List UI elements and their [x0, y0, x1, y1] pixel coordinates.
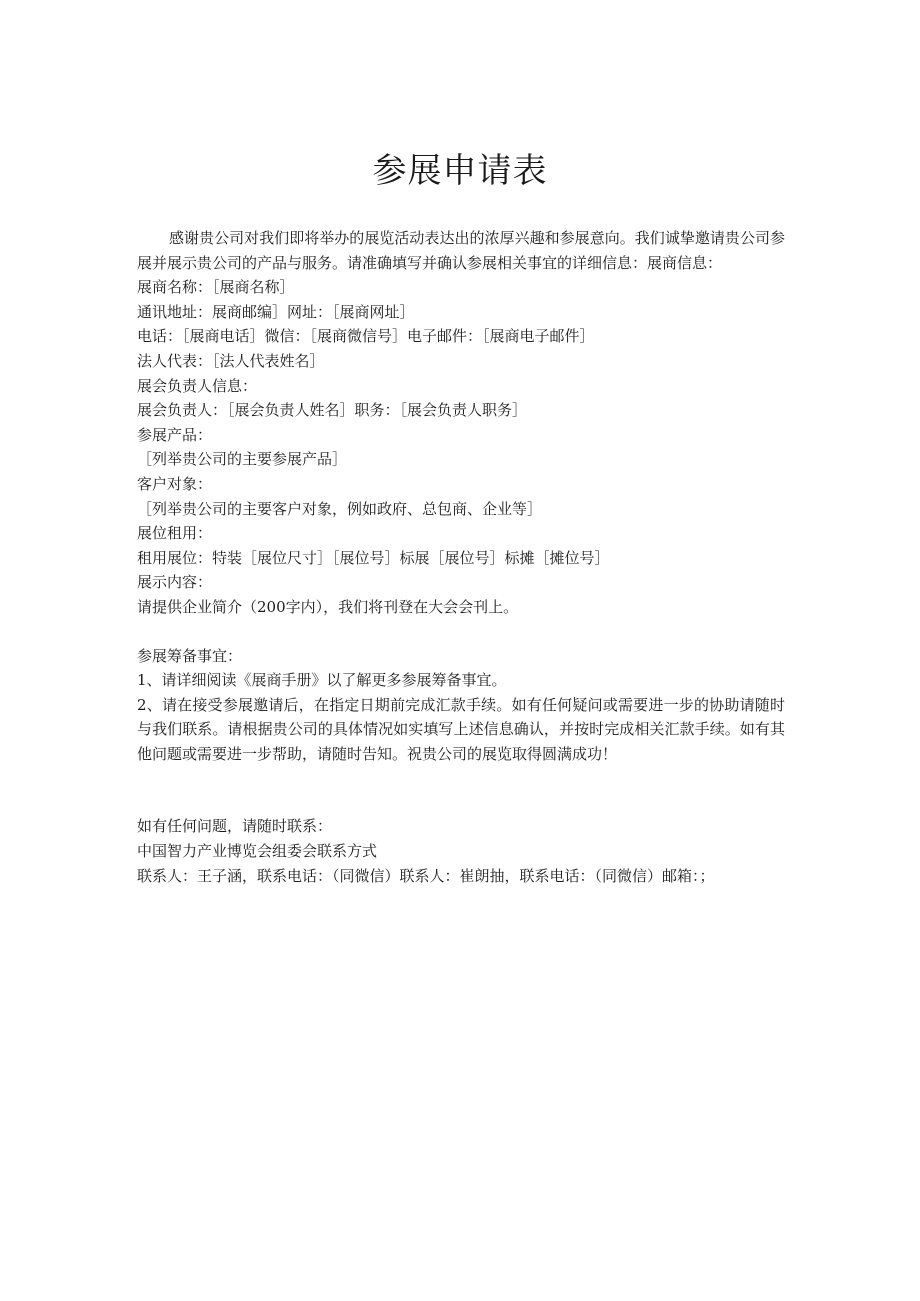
exhibitor-address: 通讯地址：展商邮编］网址：［展商网址］ [137, 302, 415, 321]
footer-line-3: 联系人：王子涵，联系电话：（同微信）联系人：崔朗抽，联系电话：（同微信）邮箱：； [137, 866, 715, 885]
footer-line-1: 如有任何问题，请随时联系： [137, 817, 333, 836]
display-line: 请提供企业简介（200字内），我们将刊登在大会会刊上。 [137, 597, 519, 616]
footer-line-2: 中国智力产业博览会组委会联系方式 [137, 842, 378, 861]
manager-line: 展会负责人：［展会负责人姓名］职务：［展会负责人职务］ [137, 401, 528, 420]
spacer [137, 620, 785, 644]
prep-item-1: 1、请详细阅读《展商手册》以了解更多参展筹备事宜。 [137, 671, 507, 690]
customers-heading: 客户对象： [137, 474, 213, 493]
manager-heading: 展会负责人信息： [137, 376, 258, 395]
display-heading: 展示内容： [137, 573, 213, 592]
products-heading: 参展产品： [137, 425, 213, 444]
prep-heading: 参展筹备事宜： [137, 646, 243, 665]
booth-line: 租用展位：特装［展位尺寸］［展位号］标展［展位号］标摊［摊位号］ [137, 548, 610, 567]
products-line: ［列举贵公司的主要参展产品］ [137, 450, 348, 469]
form-body [137, 226, 785, 888]
prep-item-2: 2、请在接受参展邀请后，在指定日期前完成汇款手续。如有任何疑问或需要进一步的协助请随时与我们联系。请根据贵公司的具体情况如实填写上述信息确认，并按时完成相关汇款手续。如有其他问题或需要进一步帮助，请随时告知。祝贵公司的展览取得圆满成功！ [137, 695, 785, 763]
booth-heading: 展位租用： [137, 524, 213, 543]
exhibitor-contact: 电话：［展商电话］微信：［展商微信号］电子邮件：［展商电子邮件］ [137, 327, 595, 346]
exhibitor-name: 展商名称：［展商名称］ [137, 278, 295, 297]
page-title: 参展申请表 [372, 151, 548, 191]
intro-paragraph: 感谢贵公司对我们即将举办的展览活动表达出的浓厚兴趣和参展意向。我们诚挚邀请贵公司参展并展示贵公司的产品与服务。请准确填写并确认参展相关事宜的详细信息：展商信息： [137, 229, 785, 272]
exhibitor-legal-rep: 法人代表：［法人代表姓名］ [137, 351, 325, 370]
customers-line: ［列举贵公司的主要客户对象，例如政府、总包商、企业等］ [137, 499, 543, 518]
spacer [137, 766, 785, 814]
prep-section [137, 644, 785, 767]
